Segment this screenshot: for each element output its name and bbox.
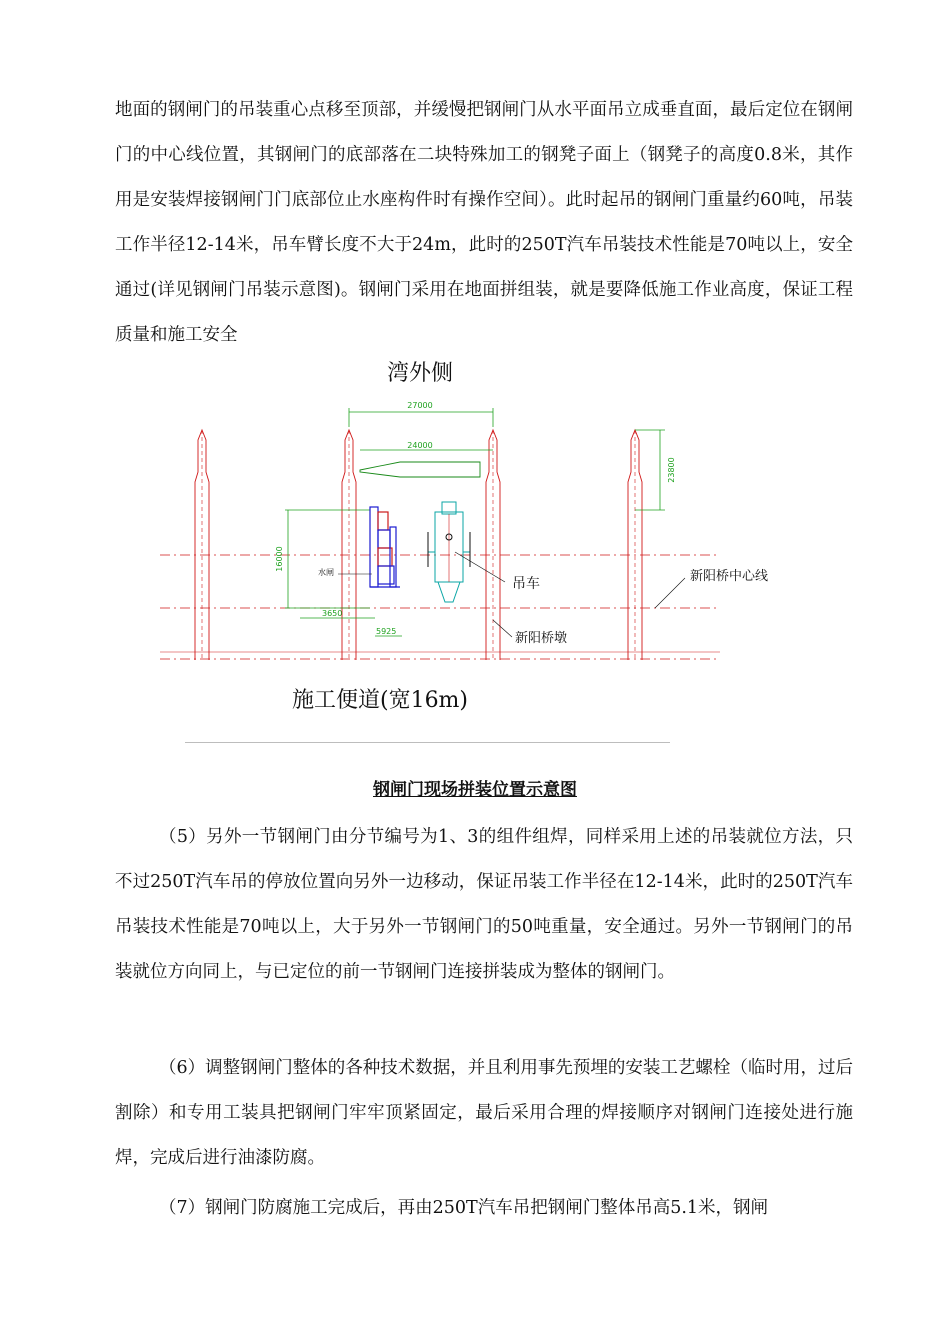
paragraph-7: （7）钢闸门防腐施工完成后，再由250T汽车吊把钢闸门整体吊高5.1米，钢闸 (159, 1198, 769, 1218)
figure-caption: 钢闸门现场拼装位置示意图 (373, 780, 577, 800)
paragraph-intro: 地面的钢闸门的吊装重心点移至顶部，并缓慢把钢闸门从水平面吊立成垂直面，最后定位在钢闸门的中心线位置，其钢闸门的底部落在二块特殊加工的钢凳子面上（钢凳子的高度0.8米，其作用是安装焊接钢闸门门底部位止水座构件时有操作空间）。此时起吊的钢闸门重量约60吨，吊装工作半径12-14米，吊车臂长度不大于24m，此时的250T汽车吊装技术性能是70吨以上，安全通过(详见钢闸门吊装示意图)。钢闸门采用在地面拼组装，就是要降低施工作业高度，保证工程质量和施工安全 (115, 100, 853, 345)
paragraph-5: （5）另外一节钢闸门由分节编号为1、3的组件组焊，同样采用上述的吊装就位方法，只不过250T汽车吊的停放位置向另外一边移动，保证吊装工作半径在12-14米，此时的250T汽车吊装技术性能是70吨以上，大于另外一节钢闸门的50吨重量，安全通过。另外一节钢闸门的吊装就位方向同上，与已定位的前一节钢闸门连接拼装成为整体的钢闸门。 (115, 827, 853, 982)
dim-24000: 24000 (407, 441, 433, 450)
crane-boom (360, 462, 480, 477)
gate-assembly-diagram (150, 352, 769, 732)
guide-lines (160, 555, 720, 659)
label-bay-outside: 湾外侧 (386, 361, 454, 386)
dim-3650: 3650 (322, 609, 343, 618)
dim-27000: 27000 (407, 401, 433, 410)
label-bridge-pier: 新阳桥墩 (515, 631, 568, 646)
dim-23800: 23800 (667, 457, 676, 483)
label-crane: 吊车 (512, 576, 540, 592)
dim-16000: 16000 (275, 546, 284, 572)
bridge-piers (195, 430, 642, 660)
paragraph-6: （6）调整钢闸门整体的各种技术数据，并且利用事先预埋的安装工艺螺栓（临时用，过后割除）和专用工装具把钢闸门牢牢顶紧固定，最后采用合理的焊接顺序对钢闸门连接处进行施焊，完成后进行油漆防腐。 (115, 1058, 853, 1168)
steel-gate (370, 507, 400, 587)
dim-5925: 5925 (376, 627, 397, 636)
divider (185, 742, 670, 743)
label-construction-road: 施工便道(宽16m) (291, 688, 469, 713)
label-sluice: 水闸 (318, 568, 334, 577)
crane-body (428, 502, 470, 602)
label-bridge-centerline: 新阳桥中心线 (690, 569, 769, 584)
